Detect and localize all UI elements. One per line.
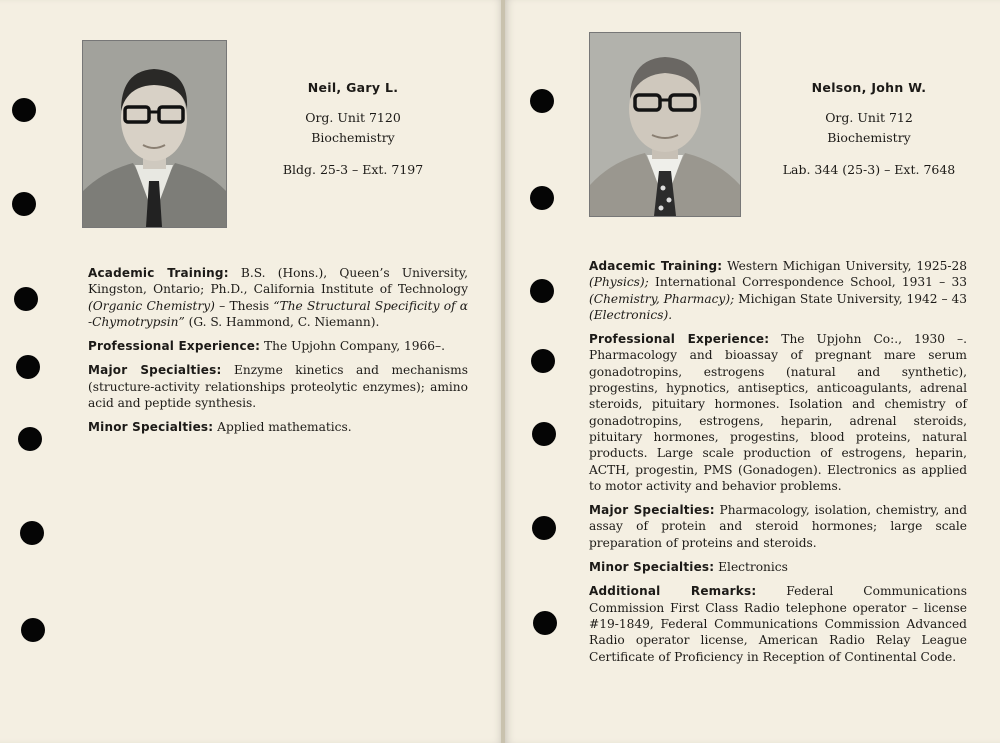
minor-specialties: Minor Specialties: Applied mathematics. [88, 420, 352, 435]
academic-training-label: Academic Training: [88, 266, 229, 280]
location-extension: Bldg. 25-3 – Ext. 7197 [282, 162, 424, 177]
employee-name: Nelson, John W. [811, 80, 927, 95]
binder-hole [531, 349, 555, 373]
employee-name: Neil, Gary L. [307, 80, 399, 95]
major-specialties-label: Major Specialties: [88, 363, 222, 378]
employee-header-nelson [762, 78, 976, 180]
minor-specialties-label: Minor Specialties: [88, 420, 214, 435]
additional-remarks-label: Additional Remarks: [589, 584, 757, 599]
right-page [505, 0, 1000, 743]
academic-training-label: Adacemic Training: [589, 259, 723, 273]
bio-neil [88, 265, 468, 444]
additional-remarks: Additional Remarks: Federal Communications Commission First Class Radio telephone operator – license #19-1849, Federal Communications Commission Advanced Radio operator license, American Radio Relay League Certificate of Proficiency in Reception of Continental Code. [589, 584, 967, 664]
org-unit: Org. Unit 7120 [305, 110, 401, 125]
location-extension: Lab. 344 (25-3) – Ext. 7648 [782, 162, 956, 177]
binder-hole [18, 427, 42, 451]
academic-training: Adacemic Training: Western Michigan University, 1925-28 (Physics); International Correspondence School, 1931 – 33 (Chemistry, Pharmacy); Michigan State University, 1942 – 43 (Electronics). [589, 259, 968, 322]
major-specialties-label: Major Specialties: [589, 503, 715, 518]
department: Biochemistry [311, 130, 395, 145]
binder-hole [530, 89, 554, 113]
binder-hole [530, 279, 554, 303]
major-specialties: Major Specialties: Enzyme kinetics and mechanisms (structure-activity relationships proteolytic enzymes); amino acid and peptide synthesis. [88, 363, 468, 411]
professional-experience: Professional Experience: The Upjohn Company, 1966–. [88, 339, 445, 354]
binder-hole [21, 618, 45, 642]
portrait-photo-neil [82, 40, 227, 228]
binder-hole [12, 98, 36, 122]
org-unit: Org. Unit 712 [825, 110, 913, 125]
portrait-photo-nelson [589, 32, 741, 217]
professional-experience-label: Professional Experience: [88, 339, 261, 354]
binder-hole [530, 186, 554, 210]
binder-hole [12, 192, 36, 216]
binder-hole [532, 422, 556, 446]
binder-hole [14, 287, 38, 311]
professional-experience: Professional Experience: The Upjohn Co:., 1930 –. Pharmacology and bioassay of pregnant mare serum gonadotropins, estrogens (natural and synthetic), progestins, hypnotics, antiseptics, anticoagulants, adrenal steroids, pituitary hormones. Isolation and chemistry of gonadotropins, estrogens, heparin, adrenal steroids, pituitary hormones, progestins, blood proteins, natural products. Large scale production of estrogens, heparin, ACTH, progestin, PMS (Gonadogen). Electronics as applied to motor activity and behavior problems. [589, 332, 967, 493]
bio-nelson [589, 258, 967, 673]
professional-experience-label: Professional Experience: [589, 332, 770, 347]
binder-hole [20, 521, 44, 545]
minor-specialties-label: Minor Specialties: [589, 560, 715, 575]
binder-hole [16, 355, 40, 379]
academic-training: Academic Training: B.S. (Hons.), Queen’s University, Kingston, Ontario; Ph.D., California Institute of Technology (Organic Chemistry) – Thesis “The Structural Specificity of α -Chymotrypsin” (G. S. Hammond, C. Niemann). [88, 266, 469, 329]
major-specialties: Major Specialties: Pharmacology, isolation, chemistry, and assay of protein and steroid hormones; large scale preparation of proteins and steroids. [589, 503, 967, 550]
minor-specialties: Minor Specialties: Electronics [589, 560, 788, 575]
employee-header-neil [265, 78, 441, 180]
department: Biochemistry [827, 130, 911, 145]
binder-hole [532, 516, 556, 540]
binder-hole [533, 611, 557, 635]
